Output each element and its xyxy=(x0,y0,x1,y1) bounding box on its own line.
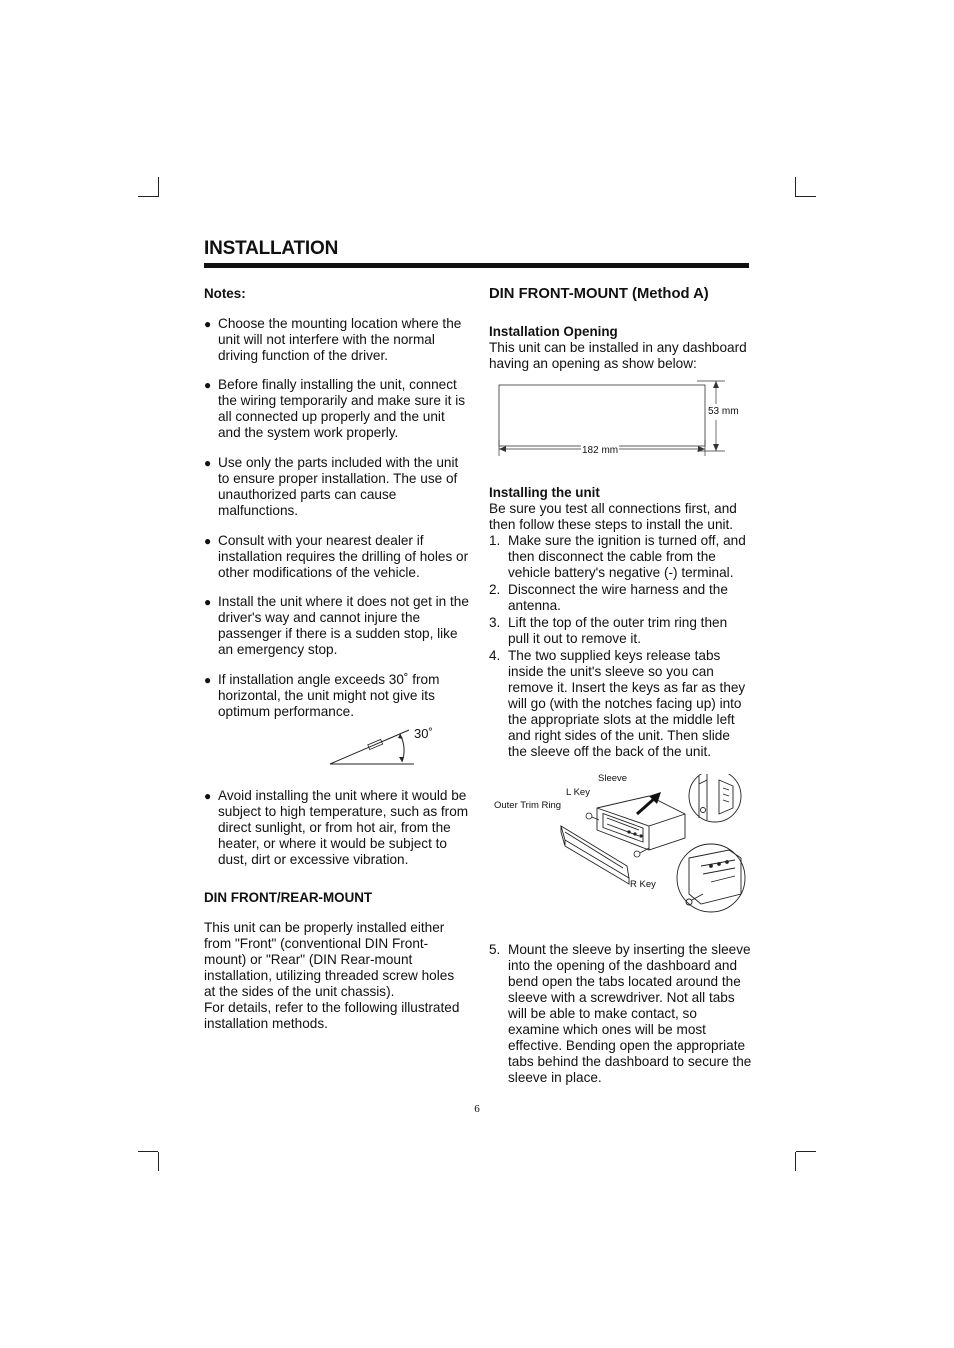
note-text: Avoid installing the unit where it would be subject to high temperature, such as from direct sunlight, or from hot air, from the heater, or where it would be subject to dust, dirt or excessive vibration. xyxy=(218,788,469,867)
bullet-dot-icon: ● xyxy=(204,317,212,331)
step-text: Lift the top of the outer trim ring then pull it out to remove it. xyxy=(508,615,728,646)
head-unit-shape xyxy=(597,796,685,850)
crop-mark-bl-h xyxy=(138,1151,158,1152)
angle-label: 30˚ xyxy=(414,726,433,741)
opening-diagram xyxy=(489,378,757,488)
note-text: If installation angle exceeds 30˚ from horizontal, the unit might not give its optimum performance. xyxy=(218,672,440,719)
crop-mark-tr-v xyxy=(795,177,796,197)
note-item xyxy=(204,377,469,441)
detail-view-bottom xyxy=(677,844,745,912)
detail-view-top xyxy=(689,774,741,822)
crop-mark-tl-h xyxy=(138,196,158,197)
note-item xyxy=(204,316,469,364)
method-heading: DIN FRONT-MOUNT (Method A) xyxy=(489,286,709,302)
page-title: INSTALLATION xyxy=(204,238,339,259)
right-column xyxy=(489,286,757,1086)
step-number: 1. xyxy=(489,533,501,548)
bullet-dot-icon: ● xyxy=(204,534,212,548)
note-text: Consult with your nearest dealer if installation requires the drilling of holes or other modifications of the vehicle. xyxy=(218,533,469,580)
arrowhead-icon xyxy=(713,381,719,388)
step-item xyxy=(489,615,752,647)
opening-figure xyxy=(489,378,754,488)
note-item xyxy=(204,594,469,658)
opening-heading: Installation Opening xyxy=(489,324,618,339)
removal-diagram xyxy=(489,774,757,934)
step-text: Disconnect the wire harness and the antenna. xyxy=(508,582,728,613)
note-item xyxy=(204,788,469,868)
dim-width-label: 182 mm xyxy=(581,443,619,459)
outer-trim-label: Outer Trim Ring xyxy=(494,800,562,811)
arrowhead-icon xyxy=(499,446,506,452)
step-item xyxy=(489,582,752,614)
din-text: This unit can be properly installed either from "Front" (conventional DIN Front-mount) or "Rear" (DIN Rear-mount installation, utilizing threaded screw holes at the sides of the unit chassis). xyxy=(204,920,455,999)
page-number: 6 xyxy=(474,1103,480,1115)
pull-arrow-icon xyxy=(637,792,661,814)
step-item xyxy=(489,942,752,1086)
left-column xyxy=(204,286,469,1032)
bullet-dot-icon: ● xyxy=(204,595,212,609)
r-key-shape xyxy=(634,848,649,857)
note-text: Before finally installing the unit, connect the wiring temporarily and make sure it is all connected up properly and the unit and the system work properly. xyxy=(218,377,466,440)
step-text: Mount the sleeve by inserting the sleeve into the opening of the dashboard and bend open the tabs located around the sleeve with a screwdriver. Not all tabs will be able to make contact, so examine which ones will be most effective. Bending open the appropriate tabs behind the dashboard to secure the sleeve in place. xyxy=(508,942,752,1085)
step-item xyxy=(489,648,752,760)
crop-mark-tl-v xyxy=(158,177,159,197)
notes-heading: Notes: xyxy=(204,286,246,301)
din-text-2: For details, refer to the following illustrated installation methods. xyxy=(204,1000,460,1031)
title-rule xyxy=(204,263,749,268)
crop-mark-br-v xyxy=(795,1152,796,1171)
r-key-label: R Key xyxy=(630,879,656,890)
note-text: Use only the parts included with the unit to ensure proper installation. The use of unauthorized parts can cause malfunctions. xyxy=(218,455,459,518)
step-number: 2. xyxy=(489,582,501,597)
note-item xyxy=(204,533,469,581)
step-text: The two supplied keys release tabs inside the unit's sleeve so you can remove it. Insert the keys as far as they will go (with the notches facing up) into the appropriate slots at the middle left and right sides of the unit. Then slide the sleeve off the back of the unit. xyxy=(508,648,746,759)
crop-mark-bl-v xyxy=(158,1152,159,1171)
sleeve-label: Sleeve xyxy=(598,773,628,784)
dim-height-label: 53 mm xyxy=(708,404,739,420)
step-item xyxy=(489,533,752,581)
step-text: Make sure the ignition is turned off, and then disconnect the cable from the vehicle battery's negative (-) terminal. xyxy=(508,533,746,580)
note-text: Install the unit where it does not get in the driver's way and cannot injure the passenger if there is a sudden stop, like an emergency stop. xyxy=(218,594,469,657)
din-heading: DIN FRONT/REAR-MOUNT xyxy=(204,890,373,905)
opening-rect xyxy=(499,385,705,446)
installing-heading: Installing the unit xyxy=(489,485,600,500)
opening-text: This unit can be installed in any dashboard having an opening as show below: xyxy=(489,340,747,371)
note-item xyxy=(204,455,469,519)
arrowhead-icon xyxy=(713,444,719,451)
bullet-dot-icon: ● xyxy=(204,673,212,687)
note-text: Choose the mounting location where the unit will not interfere with the normal driving function of the driver. xyxy=(218,316,462,363)
installing-intro: Be sure you test all connections first, and then follow these steps to install the unit. xyxy=(489,501,737,532)
note-item xyxy=(204,672,469,720)
crop-mark-br-h xyxy=(796,1151,816,1152)
angle-slope-line xyxy=(330,730,409,764)
l-key-label: L Key xyxy=(566,787,590,798)
outer-trim-ring-shape xyxy=(561,826,629,884)
step-number: 5. xyxy=(489,942,501,957)
step-number: 3. xyxy=(489,615,501,630)
bullet-dot-icon: ● xyxy=(204,789,212,803)
bullet-dot-icon: ● xyxy=(204,378,212,392)
crop-mark-tr-h xyxy=(796,196,816,197)
angle-diagram xyxy=(204,722,469,768)
step-number: 4. xyxy=(489,648,501,663)
bullet-dot-icon: ● xyxy=(204,456,212,470)
